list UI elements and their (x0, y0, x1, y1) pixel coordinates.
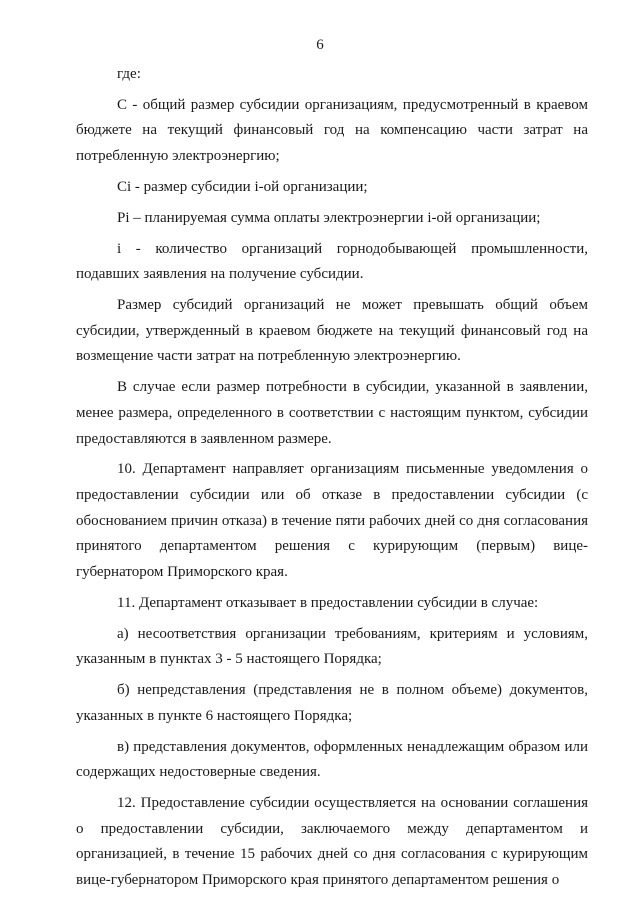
paragraph-item-12: 12. Предоставление субсидии осуществляется на основании соглашения о предоставлении субсидии, заключаемого между департаментом и организацией, в течение 15 рабочих дней со дня согласования с курирующим вице-губернатором Приморского края принятого департаментом решения о (76, 795, 588, 888)
paragraph-subsidy-limit: Размер субсидий организаций не может превышать общий объем субсидии, утвержденный в краевом бюджете на текущий финансовый год на возмещение части затрат на потребленную электроэнергию. (76, 297, 588, 365)
page-number: 6 (316, 37, 324, 53)
paragraph-requested-amount: В случае если размер потребности в субсидии, указанной в заявлении, менее размера, определенного в соответствии с настоящим пунктом, субсидии предоставляются в заявленном размере. (76, 379, 588, 447)
paragraph-item-11-b: б) непредставления (представления не в полном объеме) документов, указанных в пункте 6 настоящего Порядка; (76, 682, 588, 724)
paragraph-definition-c: С - общий размер субсидии организациям, предусмотренный в краевом бюджете на текущий финансовый год на компенсацию части затрат на потребленную электроэнергию; (76, 96, 588, 165)
paragraph-definition-ci: Сi - размер субсидии i-ой организации; (117, 178, 368, 195)
paragraph-definition-pi: Рi – планируемая сумма оплаты электроэнергии i-ой организации; (117, 209, 541, 226)
paragraph-where: где: (117, 66, 141, 82)
paragraph-item-10: 10. Департамент направляет организациям письменные уведомления о предоставлении субсидии или об отказе в предоставлении субсидии (с обоснованием причин отказа) в течение пяти рабочих дней со дня согласования принятого департаментом решения с курирующим (первым) вице-губернатором Приморского края. (76, 461, 588, 580)
document-body (76, 62, 588, 899)
paragraph-item-11-a: а) несоответствия организации требованиям, критериям и условиям, указанным в пунктах 3 - 5 настоящего Порядка; (76, 625, 588, 668)
paragraph-item-11-c: в) представления документов, оформленных ненадлежащим образом или содержащих недостоверные сведения. (76, 738, 588, 781)
paragraph-definition-i: i - количество организаций горнодобывающей промышленности, подавших заявления на получение субсидии. (76, 240, 588, 283)
paragraph-item-11: 11. Департамент отказывает в предоставлении субсидии в случае: (117, 594, 539, 611)
